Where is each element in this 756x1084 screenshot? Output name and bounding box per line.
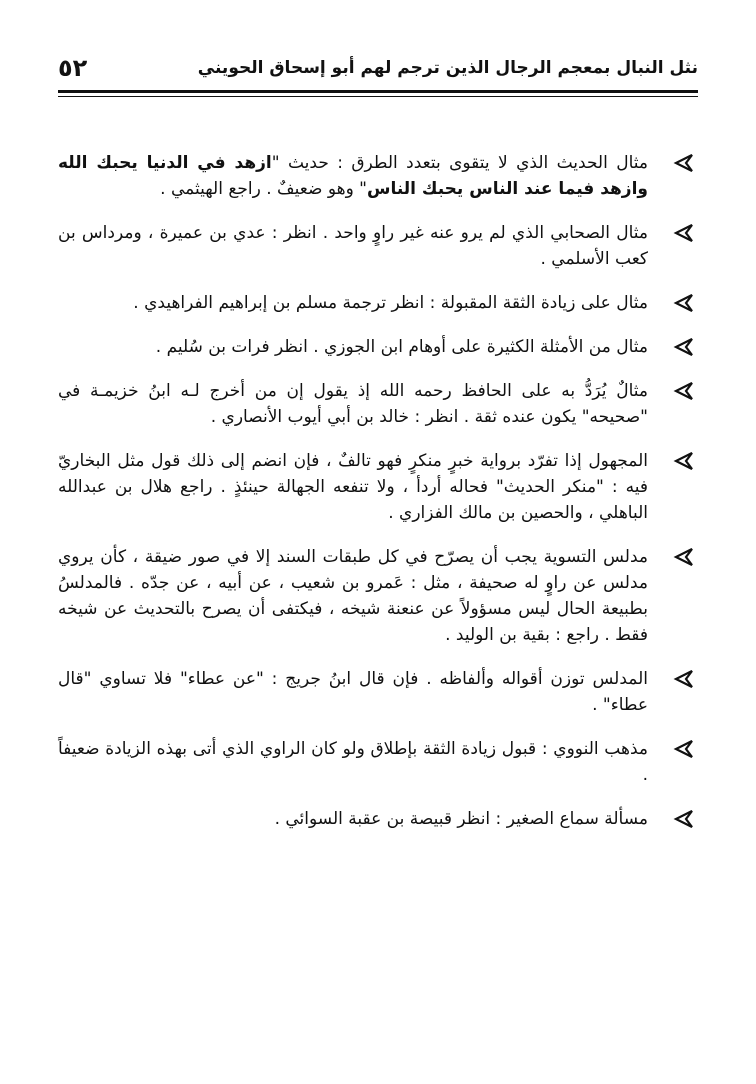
- list-item: [58, 220, 698, 272]
- running-title: نثل النبال بمعجم الرجال الذين ترجم لهم أبو إسحاق الحويني: [197, 58, 698, 78]
- entry-text: مذهب النووي : قبول زيادة الثقة بإطلاق ولو كان الراوي الذي أتى بهذه الزيادة ضعيفاً .: [58, 739, 648, 785]
- chevron-left-icon: [672, 150, 698, 176]
- chevron-left-icon: [672, 666, 698, 692]
- chevron-left-icon: [672, 290, 698, 316]
- list-item: [58, 334, 698, 360]
- entry-text: مثال على زيادة الثقة المقبولة : انظر ترجمة مسلم بن إبراهيم الفراهيدي .: [133, 293, 648, 313]
- page-number: ٥٢: [58, 54, 88, 82]
- header-rule-thick: [58, 90, 698, 93]
- list-item: [58, 666, 698, 718]
- list-item: [58, 378, 698, 430]
- list-item: [58, 150, 698, 202]
- entry-text: مدلس التسوية يجب أن يصرّح في كل طبقات السند إلا في صور ضيقة ، كأن يروي مدلس عن راوٍ له صحيفة ، مثل : عَمرو بن شعيب ، عن أبيه ، عن جدّه . فالمدلسُ بطبيعة الحال ليس مسؤولاً عن عنعنة شيخه ، فيكتفى أن يصرح بالتحديث عن شيخه فقط . راجع : بقية بن الوليد .: [58, 547, 648, 645]
- entry-text-pre: مثال الحديث الذي لا يتقوى بتعدد الطرق : حديث ": [271, 153, 648, 173]
- entry-text: المجهول إذا تفرّد برواية خبرٍ منكرٍ فهو تالفٌ ، فإن انضم إلى ذلك قول مثل البخاريّ فيه : "منكر الحديث" فحاله أردأ ، ولا تنفعه الجهالة حينئذٍ . راجع هلال بن عبدالله الباهلي ، والحصين بن مالك الفزاري .: [58, 451, 648, 523]
- entry-text: مثالٌ يُرَدُّ به على الحافظ رحمه الله إذ يقول إن من أخرج لـه ابنُ خزيمـة في "صحيحه" يكون عنده ثقة . انظر : خالد بن أبي أيوب الأنصاري .: [58, 381, 648, 427]
- entry-text: مثال من الأمثلة الكثيرة على أوهام ابن الجوزي . انظر فرات بن سُليم .: [155, 337, 648, 357]
- list-item: [58, 544, 698, 648]
- hadith-quote: ازهد في الدنيا يحبك الله وازهد فيما عند الناس يحبك الناس: [58, 153, 648, 199]
- chevron-left-icon: [672, 544, 698, 570]
- chevron-left-icon: [672, 736, 698, 762]
- chevron-left-icon: [672, 378, 698, 404]
- header-rule-thin: [58, 96, 698, 97]
- entry-text: المدلس توزن أقواله وألفاظه . فإن قال ابنُ جريج : "عن عطاء" فلا تساوي "قال عطاء" .: [58, 669, 648, 715]
- list-item: [58, 290, 698, 316]
- list-item: [58, 736, 698, 788]
- entry-list: [58, 150, 698, 850]
- page-header: [58, 50, 698, 86]
- list-item: [58, 448, 698, 526]
- chevron-left-icon: [672, 448, 698, 474]
- entry-text: مسألة سماع الصغير : انظر قبيصة بن عقبة السوائي .: [274, 809, 648, 829]
- entry-text: مثال الصحابي الذي لم يرو عنه غير راوٍ واحد . انظر : عدي بن عميرة ، ومرداس بن كعب الأسلمي .: [58, 223, 648, 269]
- entry-text: [58, 150, 648, 202]
- entry-text-post: " وهو ضعيفٌ . راجع الهيثمي .: [160, 179, 367, 199]
- list-item: [58, 806, 698, 832]
- chevron-left-icon: [672, 806, 698, 832]
- chevron-left-icon: [672, 334, 698, 360]
- chevron-left-icon: [672, 220, 698, 246]
